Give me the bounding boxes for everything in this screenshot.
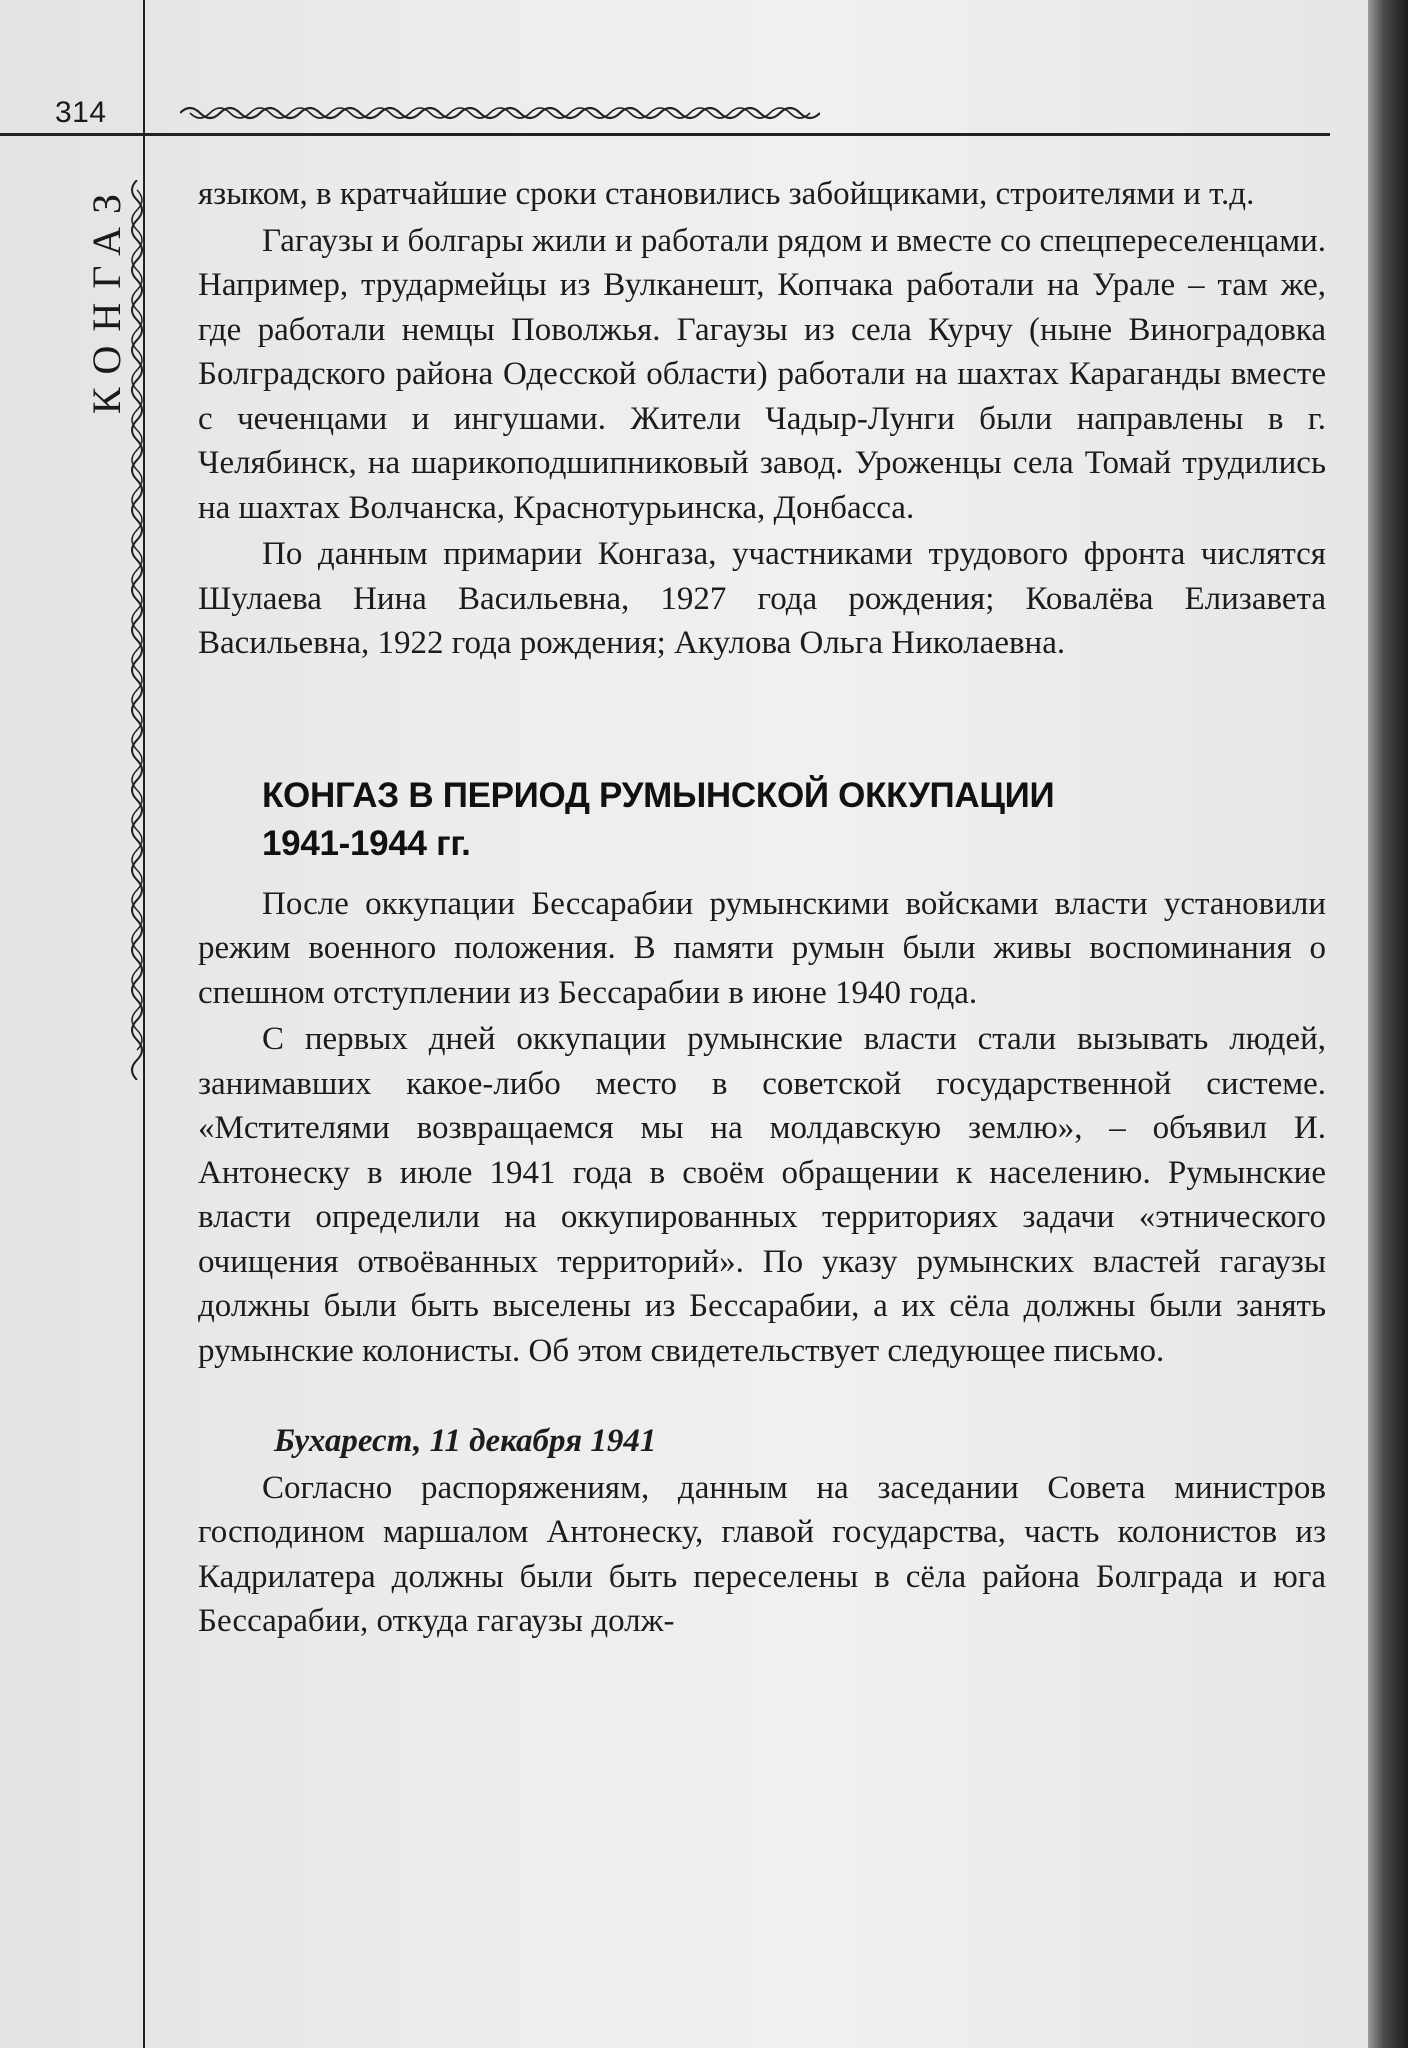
header-rule <box>0 133 1330 136</box>
paragraph-6: Согласно распоряжениям, данным на заседании Совета министров господином маршалом Антонеску, главой государства, часть колонистов из Кадрилатера должны были быть переселены в сёла района Болграда и юга Бессарабии, откуда гагаузы долж- <box>198 1469 1326 1639</box>
side-running-title: КОНГАЗ <box>84 180 129 415</box>
page-text <box>198 172 1326 1644</box>
section-heading <box>262 772 1326 868</box>
side-ornament-icon <box>126 180 148 1080</box>
section-heading-line-2: 1941-1944 гг. <box>262 823 471 863</box>
paragraph-5: С первых дней оккупации румынские власти стали вызывать людей, занимавших какое-либо место в советской государственной системе. «Мстителями возвращаемся мы на молдавскую землю», – объявил И. Антонеску в июле 1941 года в своём обращении к населению. Румынские власти определили на оккупированных территориях задачи «этнического очищения отвоёванных территорий». По указу румынских властей гагаузы должны были быть выселены из Бессарабии, а их сёла должны были занять румынские колонисты. Об этом свидетельствует следующее письмо. <box>198 1021 1326 1369</box>
header-ornament-icon <box>180 100 820 126</box>
letter-date: Бухарест, 11 декабря 1941 <box>274 1423 657 1459</box>
page-number: 314 <box>55 96 107 129</box>
paragraph-4: После оккупации Бессарабии румынскими войсками власти установили режим военного положения. В памяти румын были живы воспоминания о спешном отступлении из Бессарабии в июне 1940 года. <box>198 885 1326 1011</box>
paragraph-2: Гагаузы и болгары жили и работали рядом и вместе со спецпереселенцами. Например, трудармейцы из Вулканешт, Копчака работали на Урале – там же, где работали немцы Поволжья. Гагаузы из села Курчу (ныне Виноградовка Болградского района Одесской области) работали на шахтах Караганды вместе с чеченцами и ингушами. Жители Чадыр-Лунги были направлены в г. Челябинск, на шарикоподшипниковый завод. Уроженцы села Томай трудились на шахтах Волчанска, Краснотурьинска, Донбасса. <box>198 222 1326 526</box>
paragraph-3: По данным примарии Конгаза, участниками трудового фронта числятся Шулаева Нина Васильевна, 1927 года рождения; Ковалёва Елизавета Васильевна, 1922 года рождения; Акулова Ольга Николаевна. <box>198 536 1326 661</box>
paragraph-1: языком, в кратчайшие сроки становились забойщиками, строителями и т.д. <box>198 176 1255 212</box>
page-edge-shadow <box>1368 0 1408 2048</box>
section-heading-line-1: КОНГАЗ В ПЕРИОД РУМЫНСКОЙ ОККУПАЦИИ <box>262 775 1055 815</box>
